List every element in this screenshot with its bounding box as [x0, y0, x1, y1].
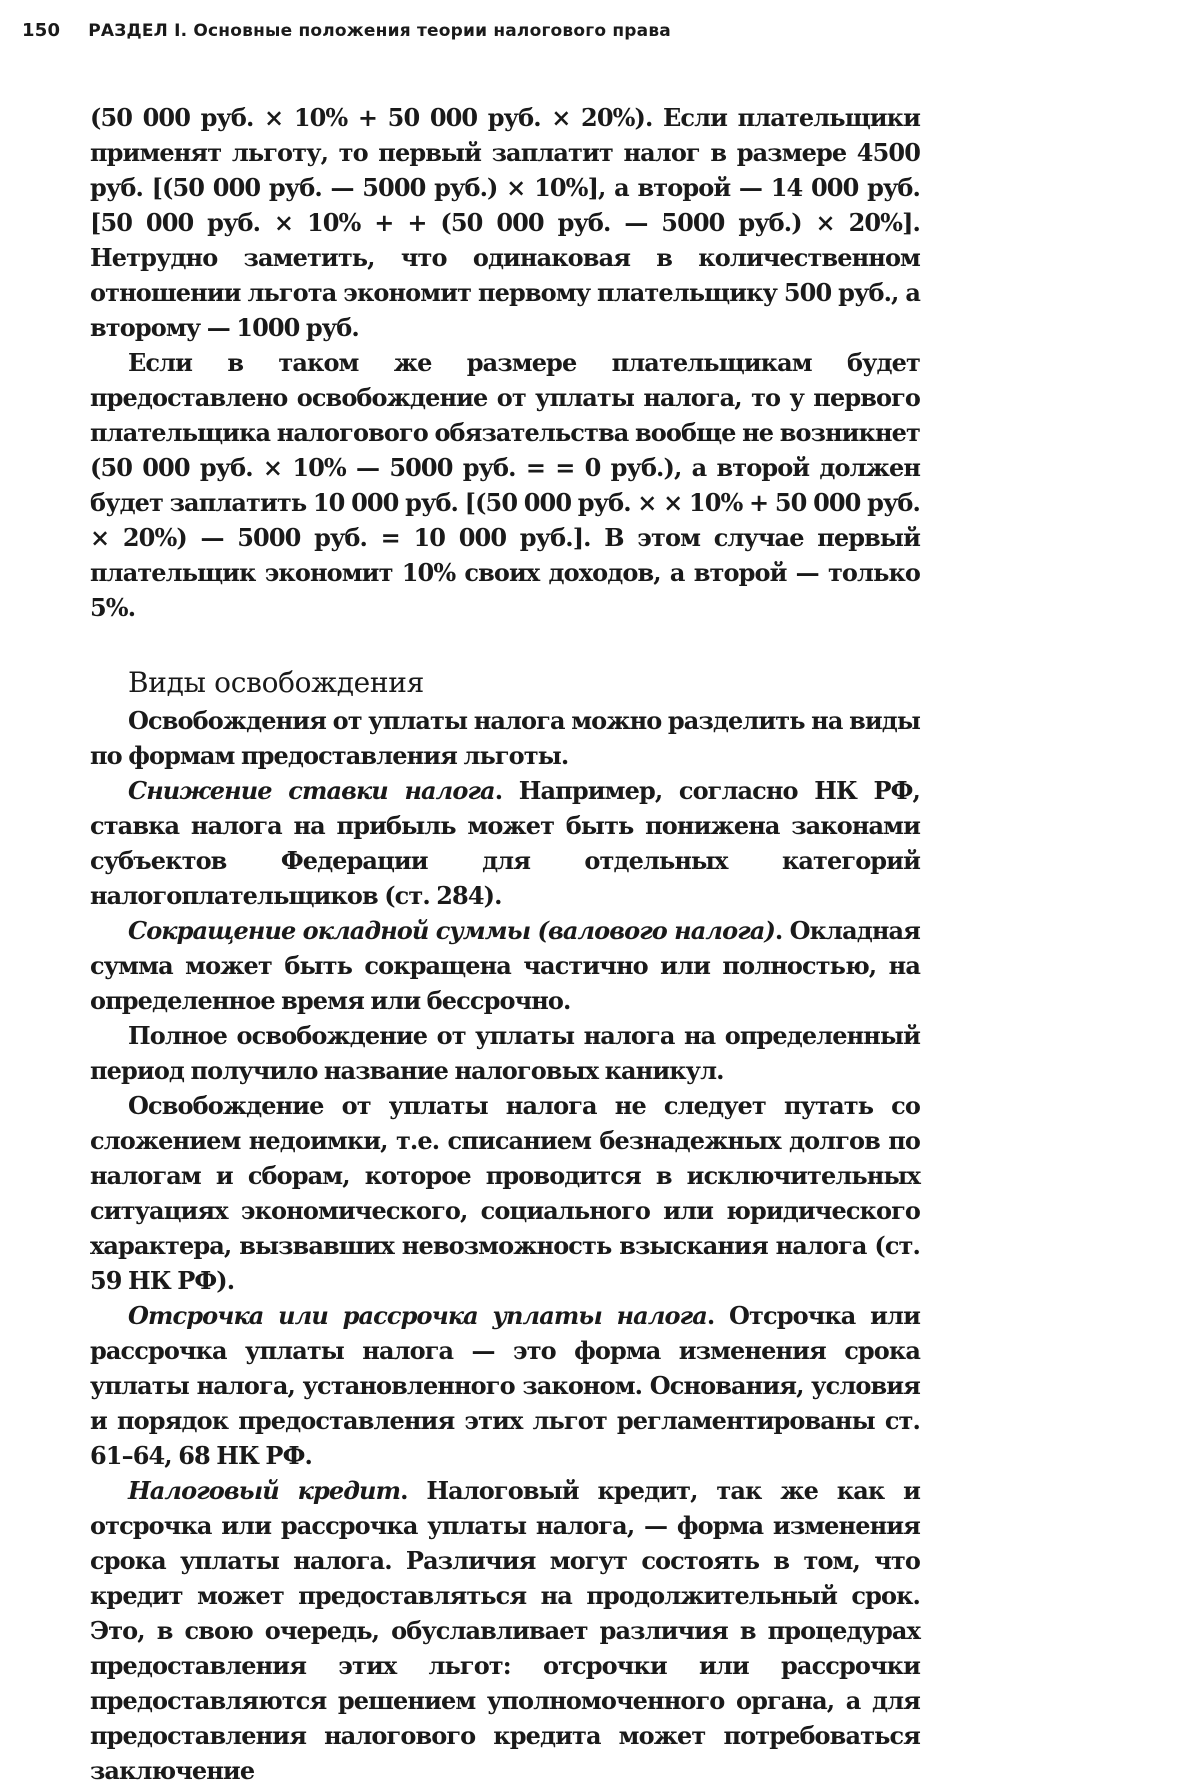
paragraph-2: Если в таком же размере плательщикам будет предоставлено освобождение от уплаты налога, то у первого плательщика налогового обязательства вообще не возникнет (50 000 руб. × 10% — 5000 руб. = = 0 руб.), а второй должен будет заплатить 10 000 руб. [(50 000 руб. × × 10% + 50 000 руб. × 20%) — 5000 руб. = 10 000 руб.]. В этом случае первый плательщик экономит 10% своих доходов, а второй — только 5%. — [90, 348, 920, 622]
paragraph-6: Полное освобождение от уплаты налога на определенный период получило название налоговых каникул. — [90, 1021, 920, 1085]
paragraph-9-text: . Налоговый кредит, так же как и отсрочка или рассрочка уплаты налога, — форма изменения срока уплаты налога. Различия могут состоять в том, что кредит может предоставляться на продолжительный срок. Это, в свою очередь, обуславливает различия в процедурах предоставления этих льгот: отсрочки или рассрочки предоставляются решением уполномоченного органа, а для предоставления налогового кредита может потребоваться заключение — [90, 1476, 920, 1785]
term-assessed-amount-reduction: Сокращение окладной суммы (валового налога) — [128, 916, 775, 945]
paragraph-1: (50 000 руб. × 10% + 50 000 руб. × 20%). Если плательщики применят льготу, то первый заплатит налог в размере 4500 руб. [(50 000 руб. — 5000 руб.) × 10%], а второй — 14 000 руб. [50 000 руб. × 10% + + (50 000 руб. — 5000 руб.) × 20%]. Нетрудно заметить, что одинаковая в количественном отношении льгота экономит первому плательщику 500 руб., а второму — 1000 руб. — [90, 103, 920, 342]
section-heading: Виды освобождения — [128, 666, 424, 699]
paragraph-8 — [90, 1298, 920, 1473]
paragraph-8-text: . Отсрочка или рассрочка уплаты налога — это форма изменения срока уплаты налога, установленного законом. Основания, условия и порядок предоставления этих льгот регламентированы ст. 61–64, 68 НК РФ. — [90, 1301, 920, 1470]
running-header — [22, 20, 922, 50]
page-number: 150 — [22, 20, 61, 41]
paragraph-4-text: . Например, согласно НК РФ, ставка налога на прибыль может быть понижена законами субъектов Федерации для отдельных категорий налогоплательщиков (ст. 284). — [90, 776, 920, 910]
term-tax-credit: Налоговый кредит — [128, 1476, 401, 1505]
paragraph-3: Освобождения от уплаты налога можно разделить на виды по формам предоставления льготы. — [90, 706, 920, 770]
paragraph-7: Освобождение от уплаты налога не следует путать со сложением недоимки, т.е. списанием безнадежных долгов по налогам и сборам, которое проводится в исключительных ситуациях экономического, социального или юридического характера, вызвавших невозможность взыскания налога (ст. 59 НК РФ). — [90, 1091, 920, 1295]
section-title: РАЗДЕЛ I. Основные положения теории налогового права — [88, 21, 671, 41]
paragraph-4 — [90, 773, 920, 913]
paragraph-5 — [90, 913, 920, 1018]
page-body — [90, 100, 920, 1788]
paragraph-5-text: . Окладная сумма может быть сокращена частично или полностью, на определенное время или бессрочно. — [90, 916, 920, 1015]
paragraph-9 — [90, 1473, 920, 1788]
term-deferral-installment: Отсрочка или рассрочка уплаты налога — [128, 1301, 707, 1330]
term-rate-reduction: Снижение ставки налога — [128, 776, 495, 805]
